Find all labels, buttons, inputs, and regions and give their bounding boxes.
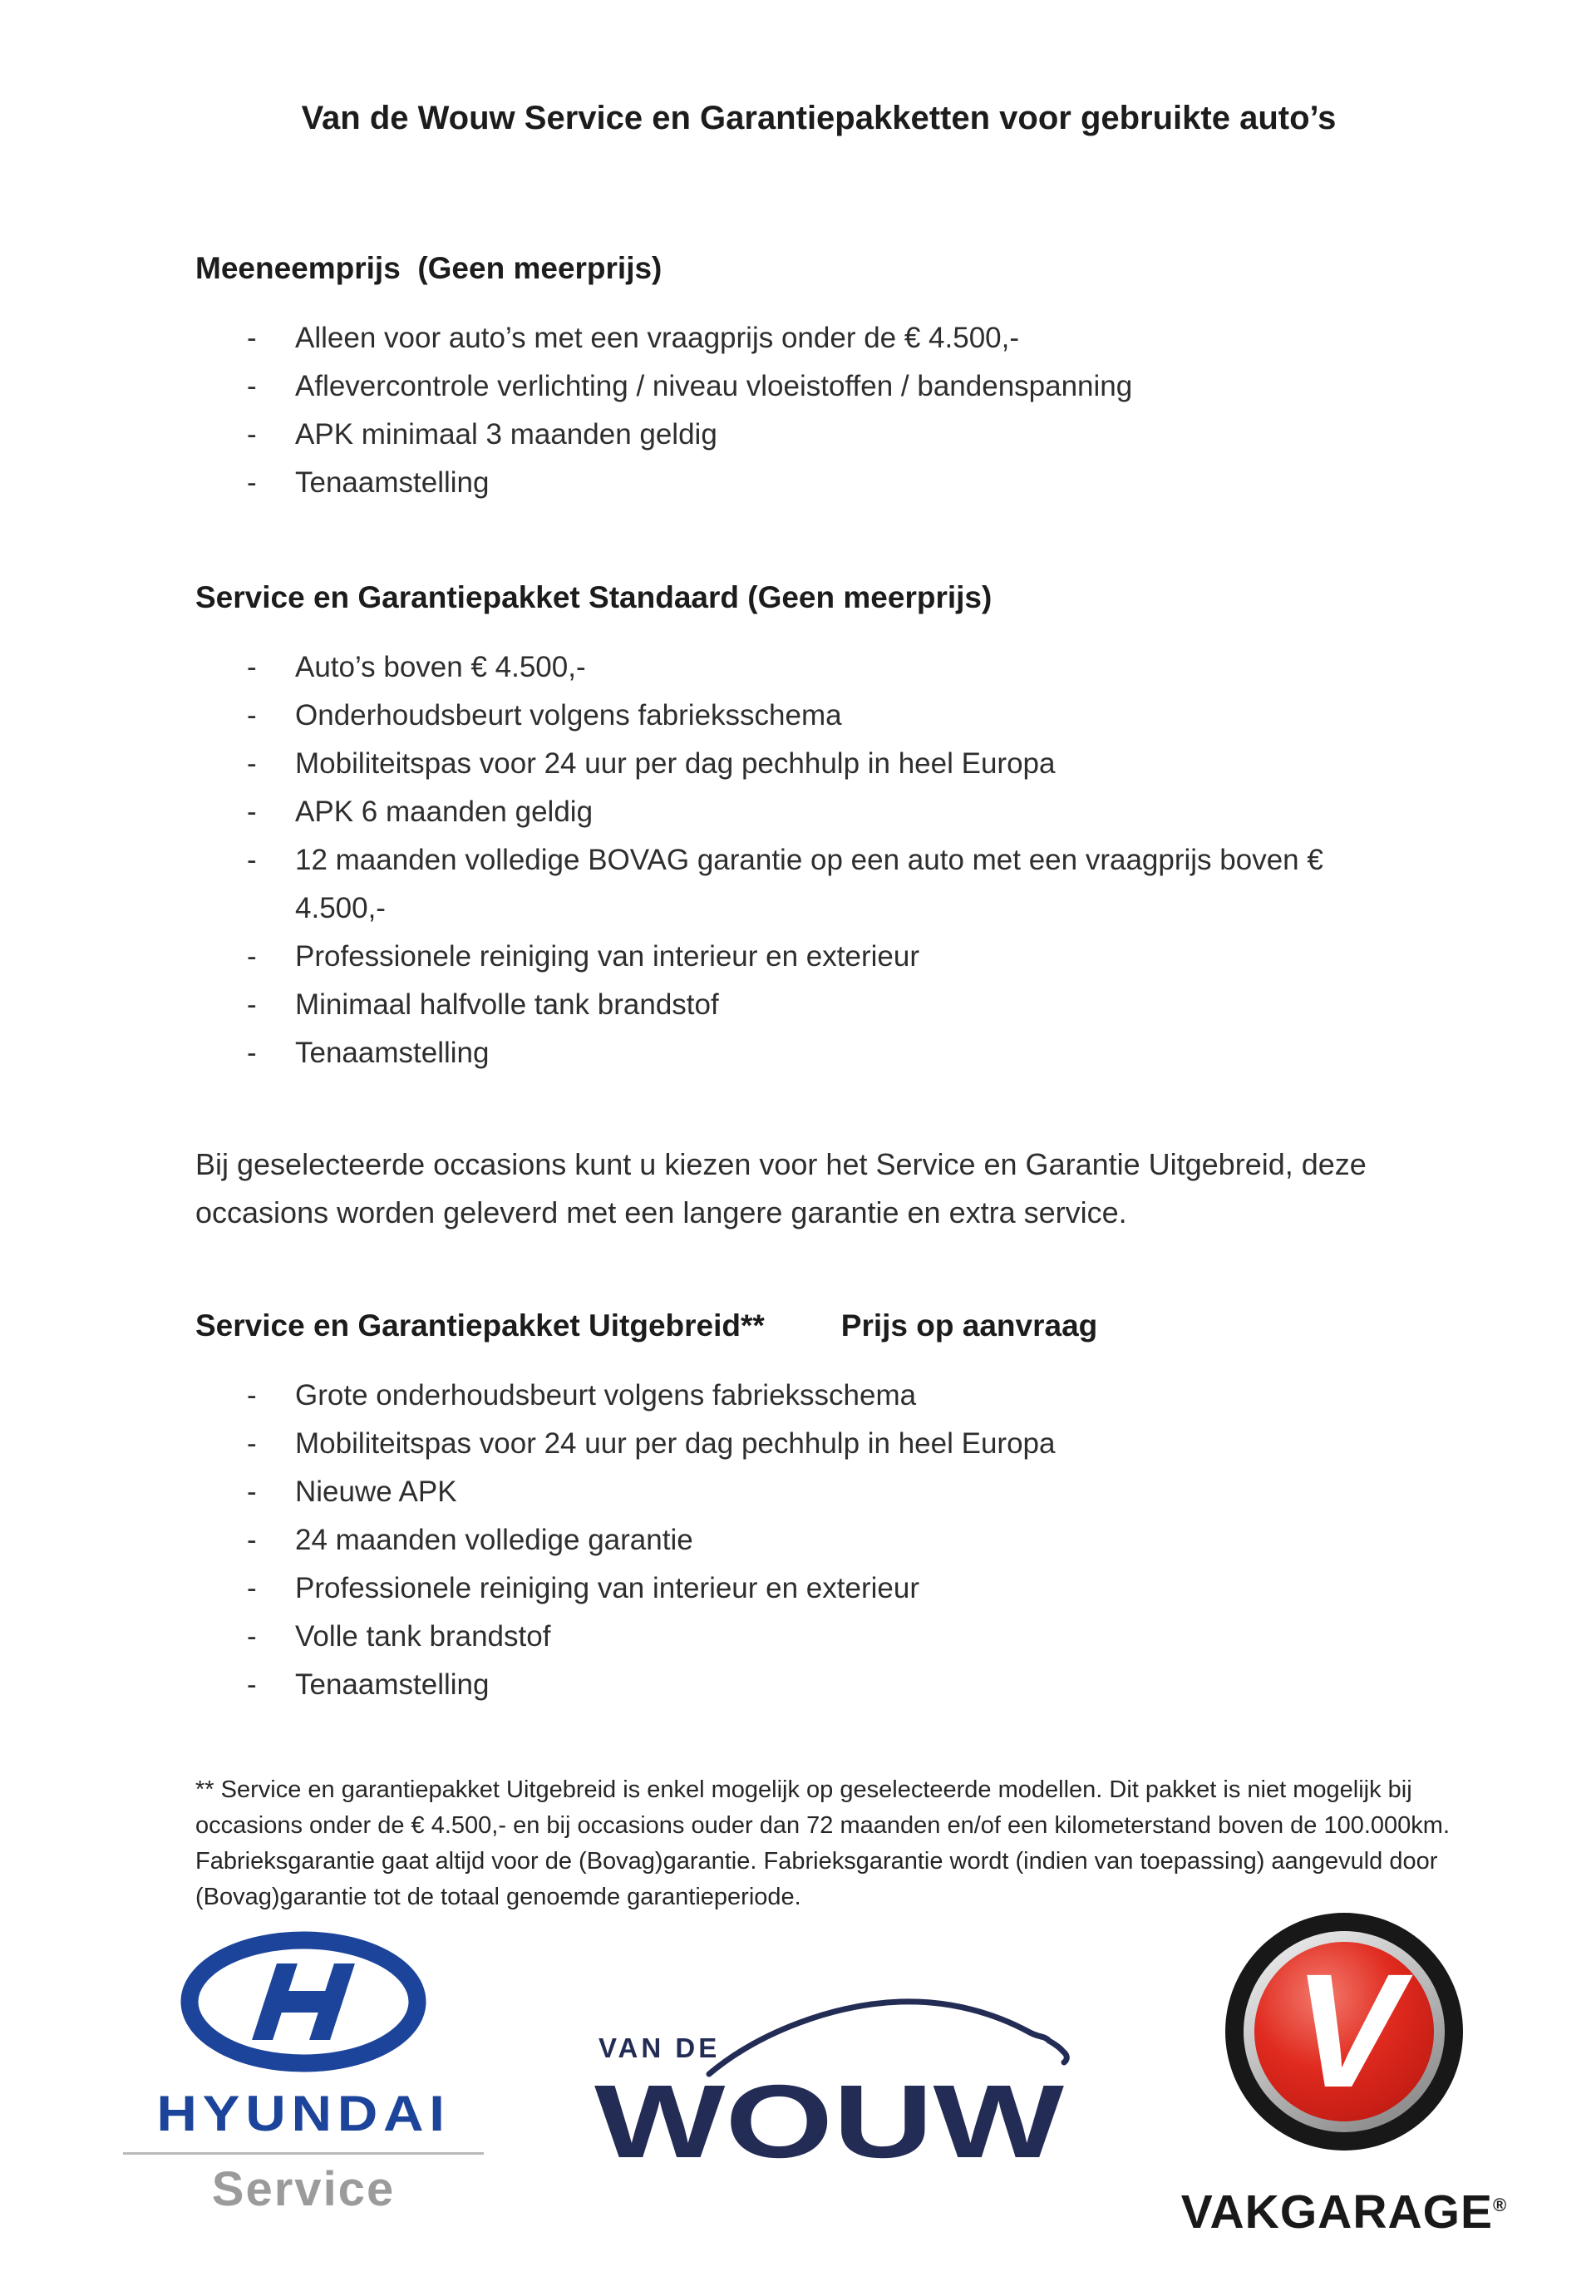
hyundai-service-logo [123,1930,484,2217]
registered-trademark-symbol: ® [1493,2195,1508,2215]
hyundai-wordmark: HYUNDAI [156,2086,451,2141]
van-de-wouw-logo [586,1974,1085,2170]
list-item: - Volle tank brandstof [295,1613,1392,1661]
bullet-list [195,643,1392,1077]
list-item: - Onderhoudsbeurt volgens fabrieksschema [295,692,1392,740]
hyundai-divider [123,2152,484,2155]
wouw-top-text: VAN DE [598,2032,721,2063]
section-heading: Meeneemprijs (Geen meerprijs) [195,251,663,285]
vakgarage-badge-icon [1223,1910,1465,2153]
list-item: - Mobiliteitspas voor 24 uur per dag pechhulp in heel Europa [295,1420,1392,1468]
section-standaard [195,579,1467,1077]
footnote: ** Service en garantiepakket Uitgebreid is enkel mogelijk op geselecteerde modellen. Dit pakket is niet mogelijk bij occasions onder de € 4.500,- en bij occasions ouder dan 72 maanden en/of een kilometerstand boven de 100.000km. Fabrieksgarantie gaat altijd voor de (Bovag)garantie. Fabrieksgarantie wordt (indien van toepassing) aangevuld door (Bovag)garantie tot de totaal genoemde garantieperiode. [195,1776,1464,1910]
van-de-wouw-logo-svg [586,1974,1085,2170]
section-meeneemprijs [195,249,1467,507]
car-silhouette-icon [709,2002,1066,2074]
document-content [195,98,1467,1915]
bullet-list [195,1372,1392,1709]
list-item: - Tenaamstelling [295,1661,1392,1709]
list-item: - Minimaal halfvolle tank brandstof [295,981,1392,1029]
hyundai-oval-icon [179,1930,428,2073]
list-item: - Mobiliteitspas voor 24 uur per dag pechhulp in heel Europa [295,740,1392,788]
list-item: - 12 maanden volledige BOVAG garantie op een auto met een vraagprijs boven € 4.500,- [295,836,1392,933]
list-item: - Grote onderhoudsbeurt volgens fabrieksschema [295,1372,1392,1420]
list-item: - Aflevercontrole verlichting / niveau vloeistoffen / bandenspanning [295,362,1392,411]
vakgarage-logo [1165,1910,1523,2239]
section-heading: Service en Garantiepakket Uitgebreid** [195,1308,765,1343]
page-title: Van de Wouw Service en Garantiepakketten voor gebruikte auto’s [301,100,1337,136]
list-item: - Nieuwe APK [295,1468,1392,1516]
section-heading: Service en Garantiepakket Standaard (Geen meerprijs) [195,580,993,614]
list-item: - Professionele reiniging van interieur en exterieur [295,933,1392,981]
list-item: - Tenaamstelling [295,459,1392,507]
vakgarage-wordmark [1165,2185,1523,2239]
intro-paragraph: Bij geselecteerde occasions kunt u kiezen voor het Service en Garantie Uitgebreid, deze occasions worden geleverd met een langere garantie en extra service. [195,1147,1375,1229]
list-item: - Auto’s boven € 4.500,- [295,643,1392,692]
section-heading-row [195,1307,1467,1345]
list-item: - APK 6 maanden geldig [295,788,1392,836]
list-item: - APK minimaal 3 maanden geldig [295,411,1392,459]
list-item: - Alleen voor auto’s met een vraagprijs onder de € 4.500,- [295,314,1392,362]
vakgarage-wordmark-text: VAKGARAGE [1180,2185,1494,2239]
list-item: - Professionele reiniging van interieur en exterieur [295,1564,1392,1613]
section-uitgebreid [195,1307,1467,1709]
list-item: - 24 maanden volledige garantie [295,1516,1392,1564]
vakgarage-v-icon: V [1293,1940,1402,2121]
price-on-request-label: Prijs op aanvraag [840,1308,1098,1343]
wouw-main-wordmark: WOUW [594,2064,1065,2170]
list-item: - Tenaamstelling [295,1029,1392,1077]
bullet-list [195,314,1392,507]
hyundai-service-label: Service [211,2162,396,2216]
